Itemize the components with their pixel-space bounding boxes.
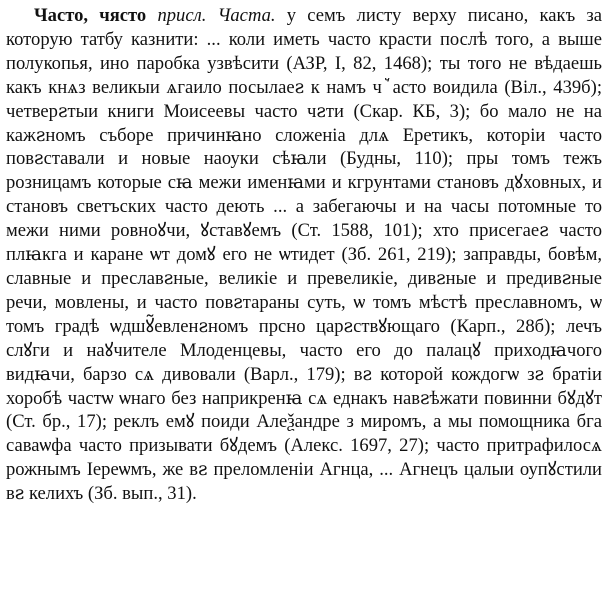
entry-paragraph — [6, 4, 602, 506]
part-of-speech: присл. — [157, 5, 207, 26]
dictionary-entry — [6, 4, 602, 506]
gloss: Часта. — [217, 5, 276, 26]
headword: Часто, чясто — [34, 5, 147, 26]
entry-body: у семъ листу верху писано, какъ за которую татбу казнити: ... коли иметь часто красти послѣ того, а выше полукопья, ино паробка узвѣсити (АЗР, І, 82, 1468); ты того не вѣдаешь какъ кнѧз великыи ѧгаило посылаеꙅ к намъ чꙿасто воидила (Віл., 439б); четверꙅтыи книги Моисеевы часто чꙅти (Скар. КБ, 3); бо мало не на кажꙅномъ съборе причинꙗно сложеніа длѧ Еретикъ, которіи часто повꙅставали и новые наоуки сѣꙗли (Будны, 110); пры томъ тежъ розницамъ которые сꙗ межи именꙗми и кгрунтами становъ дꙋховных, и становъ светъских часто деють ... а забегаючы и на часы потомные то межи ними ровноꙋчи, ꙋставꙋемъ (Ст. 1588, 101); хто присегаеꙅ часто плꙗкга и каране ѡт домꙋ его не ѡтидет (Зб. 261, 219); заправды, бовѣм, славные и преславꙅные, великіе и превеликіе, дивꙅные и предивꙅные речи, мовлены, и часто повꙅтараны суть, ѡ томъ мѣстѣ преславномъ, ѡ томъ градѣ ѡдшꙋ̃евленꙅномъ прсно царꙅствꙋющаго (Карп., 28б); лечъ слꙋги и наꙋчителе Млоденцевы, часто его до палацꙋ приходꙗчого видꙗчи, барзо сѧ дивовали (Варл., 179); вꙅ которой кождогѡ зꙅ братіи хоробѣ частѡ ѡнаго без наприкренꙗ сѧ еднакъ навꙅѣжати повинни бꙋдꙋт (Ст. бр., 17); реклъ емꙋ поиди Алеѯандре з миромъ, а мы помощника бга саваѡфа часто призывати бꙋдемъ (Алекс. 1697, 27); часто притрафилосѧ рожнымъ Іереѡмъ, же вꙅ преломленіи Агнца, ... Агнецъ цалыи оупꙋстили вꙅ келихъ (Зб. вып., 31). — [6, 5, 602, 505]
